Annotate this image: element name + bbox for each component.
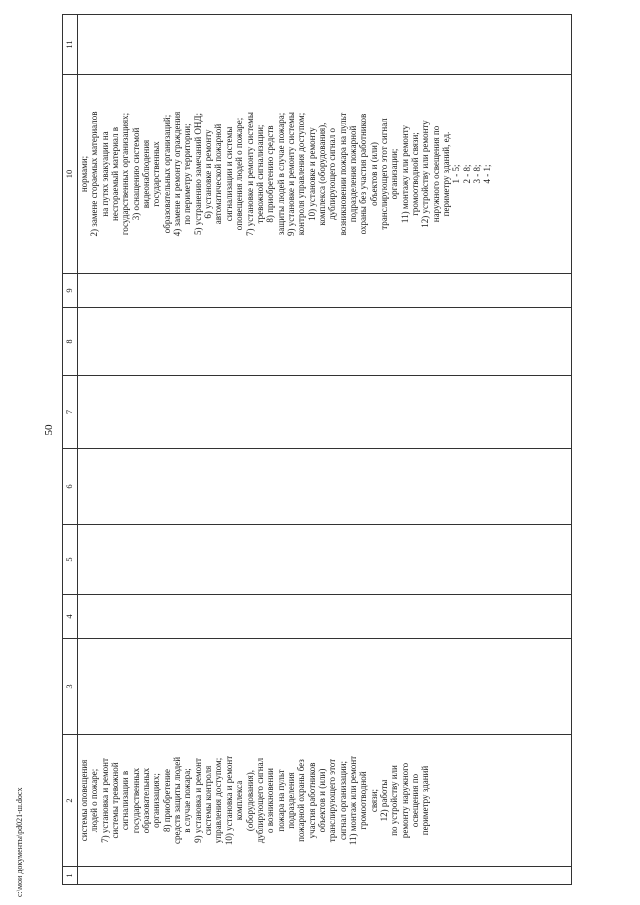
- rotated-table-frame: [62, 15, 572, 885]
- col-num-9: 9: [63, 274, 78, 308]
- page-number: 50: [43, 424, 55, 436]
- cell-4: [78, 595, 572, 639]
- file-path-footer: c:\мои документы\pd021-ш.docx: [15, 787, 24, 897]
- cell-9: [78, 274, 572, 308]
- cell-7: [78, 376, 572, 449]
- cell-3: [78, 639, 572, 735]
- cell-2-measures: системы оповещения людей о пожаре; 7) установка и ремонт системы тревожной сигнализации в государственных образовательных организациях; 8) приобретение средств защиты людей в случае пожара; 9) установка и ремонт системы контроля управления доступом; 10) установка и ремонт комплекса (оборудования), дублирующего сигнал о возникновении пожара на пульт подразделения пожарной охраны без участия работников объектов и (или) транслирующего этот сигнал организации; 11) монтаж или ремонт громоотводной связи; 12) работы по устройству или ремонту наружного освещения по периметру зданий: [78, 735, 572, 867]
- cell-1: [78, 867, 572, 885]
- col-num-1: 1: [63, 867, 78, 885]
- col-num-8: 8: [63, 308, 78, 376]
- cell-11: [78, 15, 572, 75]
- cell-10-indicators: нормами; 2) замене сгораемых материалов на путях эвакуации на несгораемый материал в государственных организациях; 3) оснащению системой видеонаблюдения государственных образовательных организаций; 4) замене и ремонту ограждения по периметру территории; 5) устранению замечаний ОНД; 6) установке и ремонту автоматической пожарной сигнализации и системы оповещения людей о пожаре; 7) установке и ремонту системы тревожной сигнализации; 8) приобретению средств защиты людей в случае пожара; 9) установке и ремонту системы контроля управления доступом; 10) установке и ремонту комплекса (оборудования), дублирующего сигнал о возникновении пожара на пульт подразделения пожарной охраны без участия работников объектов и (или) транслирующего этот сигнал организации; 11) монтажу или ремонту громоотводной связи; 12) устройству или ремонту наружного освещения по периметру зданий, ед. 1 - 5; 2 - 8; 3 - 8; 4 - 1;: [78, 75, 572, 274]
- cell-5: [78, 525, 572, 595]
- col-num-10: 10: [63, 75, 78, 274]
- col-num-5: 5: [63, 525, 78, 595]
- col-num-11: 11: [63, 15, 78, 75]
- cell-6: [78, 449, 572, 525]
- col-num-7: 7: [63, 376, 78, 449]
- col-num-3: 3: [63, 639, 78, 735]
- col-num-6: 6: [63, 449, 78, 525]
- col-num-2: 2: [63, 735, 78, 867]
- col-num-4: 4: [63, 595, 78, 639]
- column-number-row: [63, 15, 78, 885]
- table-row: [78, 15, 572, 885]
- cell-8: [78, 308, 572, 376]
- program-table: [62, 14, 572, 885]
- table-container: [62, 15, 572, 885]
